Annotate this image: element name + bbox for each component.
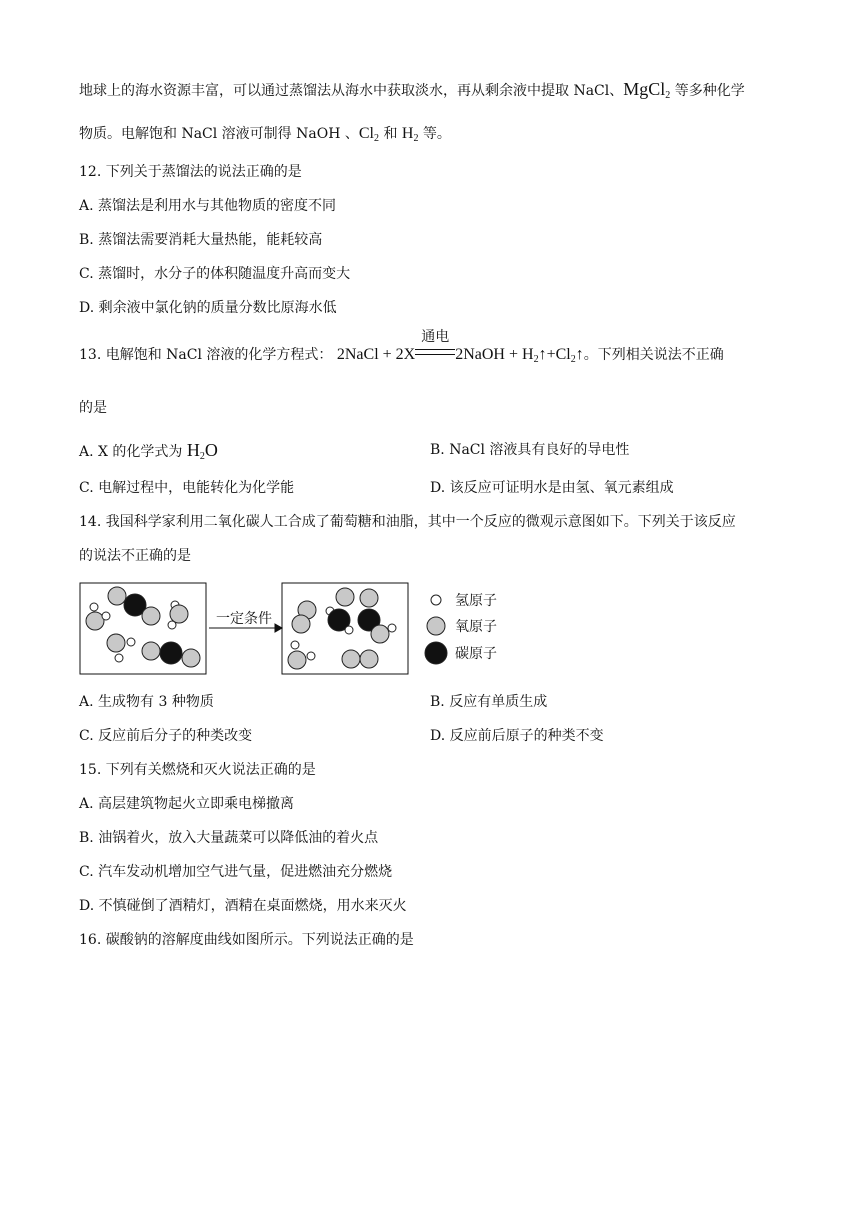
q13-option-b: B. NaCl 溶液具有良好的导电性 [430, 442, 630, 458]
oxygen-atom-icon [427, 617, 445, 635]
intro-line-2: 物质。电解饱和 NaCl 溶液可制得 NaOH 、$Cl_2$ 和 $H_2$ 等。 [79, 125, 451, 144]
q15-option-b: B. 油锅着火，放入大量蔬菜可以降低油的着火点 [79, 830, 379, 846]
q14-stem-cont: 的说法不正确的是 [79, 548, 191, 564]
q13-option-a: A. X 的化学式为 $H_2O$ [79, 440, 218, 462]
q12-option-a: A. 蒸馏法是利用水与其他物质的密度不同 [79, 198, 337, 214]
q14-option-b: B. 反应有单质生成 [430, 694, 548, 710]
q15-option-a: A. 高层建筑物起火立即乘电梯撤离 [79, 796, 295, 812]
carbon-atom-icon [425, 642, 447, 664]
legend-carbon: 碳原子 [455, 646, 497, 662]
q12-stem: 12. 下列关于蒸馏法的说法正确的是 [79, 164, 302, 180]
q14-stem: 14. 我国科学家利用二氧化碳人工合成了葡萄糖和油脂，其中一个反应的微观示意图如下。下列关于该反应 [79, 514, 736, 530]
cl2-formula: $Cl_2$ [358, 125, 379, 144]
equation-condition: 通电 [421, 329, 450, 345]
q15-option-c: C. 汽车发动机增加空气进气量，促进燃油充分燃烧 [79, 864, 393, 880]
q12-option-c: C. 蒸馏时，水分子的体积随温度升高而变大 [79, 266, 351, 282]
reaction-diagram [79, 580, 539, 678]
legend-oxygen: 氧原子 [455, 619, 497, 635]
q13-stem-cont: 的是 [79, 400, 107, 416]
q14-option-d: D. 反应前后原子的种类不变 [430, 728, 604, 744]
q14-option-c: C. 反应前后分子的种类改变 [79, 728, 253, 744]
q13-option-d: D. 该反应可证明水是由氢、氧元素组成 [430, 480, 674, 496]
arrow-head [275, 624, 282, 632]
q15-stem: 15. 下列有关燃烧和灭火说法正确的是 [79, 762, 316, 778]
arrow-label: 一定条件 [216, 611, 272, 627]
h2-formula: $H_2$ [401, 125, 419, 144]
q16-stem: 16. 碳酸钠的溶解度曲线如图所示。下列说法正确的是 [79, 932, 414, 948]
h2o-formula: $H_2O$ [186, 440, 218, 462]
intro-line-1: 地球上的海水资源丰富，可以通过蒸馏法从海水中获取淡水，再从剩余液中提取 NaCl、MgCl$_2$ 等多种化学 [79, 79, 745, 101]
q14-option-a: A. 生成物有 3 种物质 [79, 694, 214, 710]
electrolysis-equation: 2NaCl + 2X 通电 2NaOH + $H_2↑+Cl_2↑$ [336, 329, 584, 365]
mgcl2-formula: MgCl$_2$ [623, 79, 671, 101]
q13-option-c: C. 电解过程中，电能转化为化学能 [79, 480, 295, 496]
q13-stem: 13. 电解饱和 NaCl 溶液的化学方程式： 2NaCl + 2X 通电 2NaOH + $H_2↑+Cl_2↑$。下列相关说法不正确 [79, 329, 724, 365]
intro-text: 地球上的海水资源丰富，可以通过蒸馏法从海水中获取淡水，再从剩余液中提取 NaCl、 [79, 83, 624, 99]
legend-hydrogen: 氢原子 [455, 593, 497, 609]
q12-option-b: B. 蒸馏法需要消耗大量热能，能耗较高 [79, 232, 323, 248]
q15-option-d: D. 不慎碰倒了酒精灯，酒精在桌面燃烧，用水来灭火 [79, 898, 407, 914]
diagram-legend [425, 595, 447, 664]
q12-option-d: D. 剩余液中氯化钠的质量分数比原海水低 [79, 300, 337, 316]
hydrogen-atom-icon [431, 595, 441, 605]
